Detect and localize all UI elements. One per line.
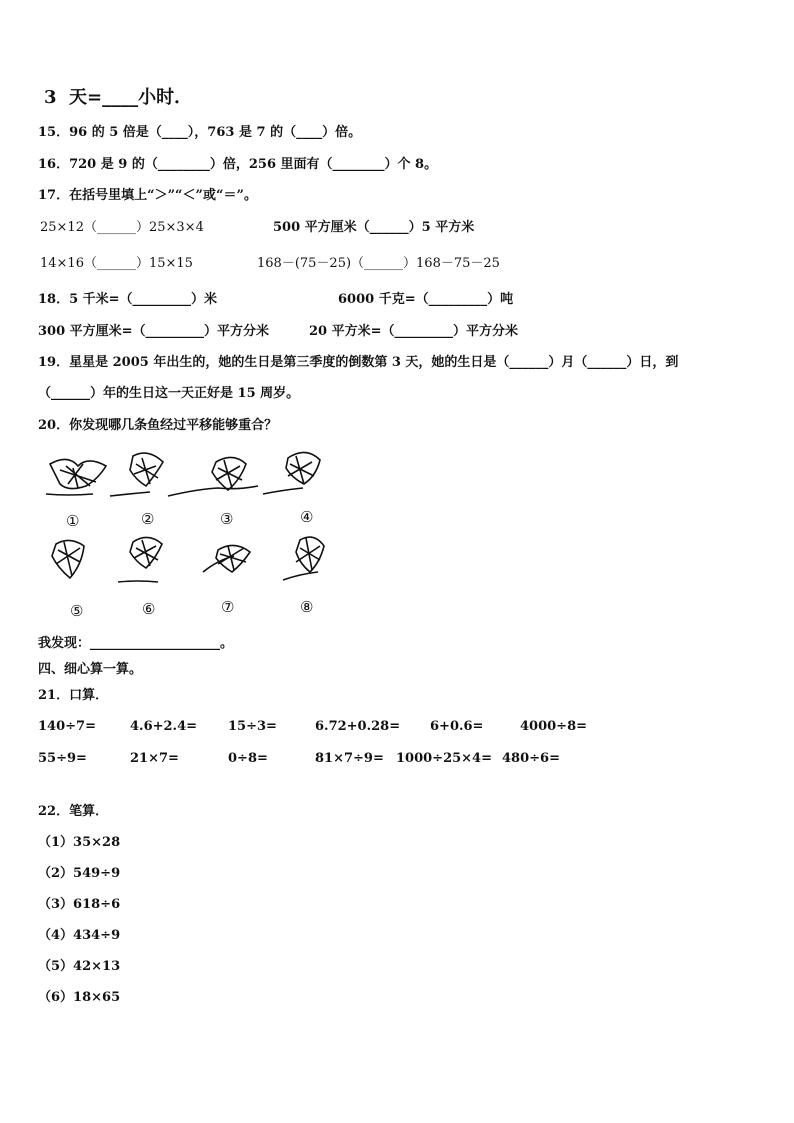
compare-item-4: 168－(75－25)（______）168－75－25 — [257, 256, 500, 271]
fish-8 — [283, 537, 324, 580]
fish-label-4: ④ — [300, 508, 314, 526]
fish-2 — [110, 453, 163, 496]
oral-2-1: 55÷9= — [38, 751, 87, 766]
question-18-item-4: 20 平方米=（_________）平方分米 — [309, 324, 519, 339]
oral-1-1: 140÷7= — [38, 719, 96, 734]
written-calc-5: （5）42×13 — [38, 959, 121, 974]
question-17: 17．在括号里填上“＞”“＜”或“＝”。 — [38, 188, 257, 203]
oral-1-4: 6.72+0.28= — [315, 719, 401, 734]
fish-5 — [52, 540, 84, 578]
oral-1-5: 6+0.6= — [430, 719, 484, 734]
question-20-answer: 我发现：____________________。 — [38, 636, 234, 651]
question-15: 15．96 的 5 倍是（____），763 是 7 的（____）倍。 — [38, 125, 362, 140]
oral-2-6: 480÷6= — [502, 751, 560, 766]
fish-4 — [263, 452, 320, 494]
question-21: 21．口算． — [38, 688, 109, 703]
fish-label-5: ⑤ — [70, 602, 84, 620]
oral-2-5: 1000÷25×4= — [396, 751, 492, 766]
question-14-text: 3 天=____小时． — [44, 87, 193, 108]
fish-label-2: ② — [141, 510, 155, 528]
fish-1 — [46, 459, 106, 495]
question-19-line-1: 19．星星是 2005 年出生的，她的生日是第三季度的倒数第 3 天，她的生日是（______）月（______）日，到 — [38, 355, 679, 370]
written-calc-6: （6）18×65 — [38, 990, 121, 1005]
question-18-item-2: 6000 千克=（_________）吨 — [338, 292, 514, 307]
question-19-line-2: （______）年的生日这一天正好是 15 周岁。 — [38, 386, 300, 401]
fish-label-7: ⑦ — [221, 598, 235, 616]
fish-label-1: ① — [66, 512, 80, 530]
oral-2-3: 0÷8= — [228, 751, 268, 766]
fish-3 — [168, 457, 258, 496]
fish-drawings — [38, 444, 338, 626]
oral-1-6: 4000÷8= — [520, 719, 588, 734]
compare-item-1: 25×12（______）25×3×4 — [40, 220, 204, 235]
question-18-item-3: 300 平方厘米=（_________）平方分米 — [38, 324, 270, 339]
fish-label-3: ③ — [220, 510, 234, 528]
fish-7 — [203, 545, 250, 572]
oral-2-2: 21×7= — [130, 751, 179, 766]
question-22: 22．笔算． — [38, 804, 109, 819]
question-16: 16．720 是 9 的（________）倍，256 里面有（________）个 8。 — [38, 157, 438, 172]
fish-label-6: ⑥ — [142, 600, 156, 618]
oral-2-4: 81×7÷9= — [315, 751, 384, 766]
section-4-title: 四、细心算一算。 — [38, 662, 143, 677]
oral-1-2: 4.6+2.4= — [130, 719, 198, 734]
oral-1-3: 15÷3= — [228, 719, 277, 734]
written-calc-1: （1）35×28 — [38, 835, 121, 850]
question-18-item-1: 18．5 千米=（_________）米 — [38, 292, 218, 307]
written-calc-4: （4）434÷9 — [38, 928, 121, 943]
compare-item-3: 14×16（______）15×15 — [40, 256, 193, 271]
question-20: 20．你发现哪几条鱼经过平移能够重合？ — [38, 418, 278, 433]
compare-item-2: 500 平方厘米（______）5 平方米 — [273, 220, 475, 235]
fish-figure — [38, 444, 338, 626]
written-calc-2: （2）549÷9 — [38, 866, 121, 881]
fish-label-8: ⑧ — [300, 598, 314, 616]
fish-6 — [118, 537, 162, 582]
written-calc-3: （3）618÷6 — [38, 897, 121, 912]
